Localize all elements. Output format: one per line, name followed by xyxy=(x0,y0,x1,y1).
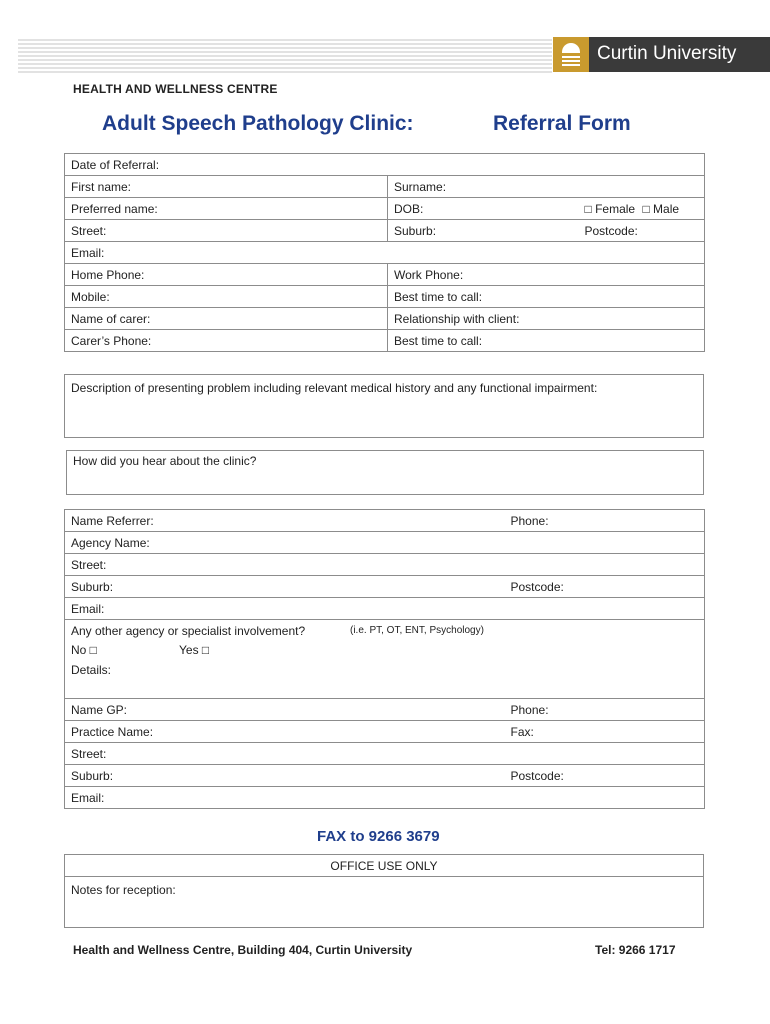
header-stripes xyxy=(18,39,552,73)
footer-address: Health and Wellness Centre, Building 404, Curtin University xyxy=(73,943,413,957)
gp-fax-field[interactable]: Fax: xyxy=(505,721,705,743)
work-phone-field[interactable]: Work Phone: xyxy=(388,264,705,286)
yes-checkbox[interactable]: Yes □ xyxy=(179,643,210,657)
referrer-street-field[interactable]: Street: xyxy=(65,554,705,576)
referrer-phone-field[interactable]: Phone: xyxy=(505,510,705,532)
description-box[interactable] xyxy=(64,374,704,438)
office-use-table xyxy=(64,854,704,928)
street-field[interactable]: Street: xyxy=(65,220,388,242)
carer-phone-field[interactable]: Carer’s Phone: xyxy=(65,330,388,352)
practice-name-field[interactable]: Practice Name: xyxy=(65,721,505,743)
referrer-name-field[interactable]: Name Referrer: xyxy=(65,510,505,532)
gp-email-field[interactable]: Email: xyxy=(65,787,705,809)
dob-field[interactable]: DOB: xyxy=(388,198,579,220)
agency-examples: (i.e. PT, OT, ENT, Psychology) xyxy=(350,625,484,636)
footer-tel: Tel: 9266 1717 xyxy=(595,943,676,957)
first-name-field[interactable]: First name: xyxy=(65,176,388,198)
mobile-field[interactable]: Mobile: xyxy=(65,286,388,308)
date-of-referral-field[interactable]: Date of Referral: xyxy=(65,154,705,176)
client-details-table xyxy=(64,153,705,352)
referrer-email-field[interactable]: Email: xyxy=(65,598,705,620)
gp-phone-field[interactable]: Phone: xyxy=(505,699,705,721)
home-phone-field[interactable]: Home Phone: xyxy=(65,264,388,286)
gp-postcode-field[interactable]: Postcode: xyxy=(505,765,705,787)
office-use-title: OFFICE USE ONLY xyxy=(65,855,704,877)
carer-best-time-field[interactable]: Best time to call: xyxy=(388,330,705,352)
agency-name-field[interactable]: Agency Name: xyxy=(65,532,705,554)
centre-heading: HEALTH AND WELLNESS CENTRE xyxy=(73,82,278,96)
suburb-field[interactable]: Suburb: xyxy=(388,220,579,242)
relationship-field[interactable]: Relationship with client: xyxy=(388,308,705,330)
curtin-crest-icon xyxy=(553,37,589,72)
preferred-name-field[interactable]: Preferred name: xyxy=(65,198,388,220)
gp-suburb-field[interactable]: Suburb: xyxy=(65,765,505,787)
notes-for-reception-field[interactable]: Notes for reception: xyxy=(65,877,704,928)
best-time-field[interactable]: Best time to call: xyxy=(388,286,705,308)
form-title-clinic: Adult Speech Pathology Clinic: xyxy=(102,112,414,135)
logo-text: Curtin University xyxy=(597,43,737,64)
hear-about-box[interactable] xyxy=(66,450,704,495)
email-field[interactable]: Email: xyxy=(65,242,705,264)
referrer-postcode-field[interactable]: Postcode: xyxy=(505,576,705,598)
postcode-field[interactable]: Postcode: xyxy=(579,220,705,242)
referrer-suburb-field[interactable]: Suburb: xyxy=(65,576,505,598)
description-label: Description of presenting problem including relevant medical history and any functional impairment: xyxy=(71,381,598,395)
other-agency-section xyxy=(65,620,705,699)
referrer-table xyxy=(64,509,705,809)
form-title-referral: Referral Form xyxy=(493,112,631,135)
female-checkbox[interactable]: □ Female xyxy=(584,201,636,216)
male-checkbox[interactable]: □ Male xyxy=(642,201,680,216)
other-agency-question: Any other agency or specialist involvement? xyxy=(71,624,306,638)
gp-name-field[interactable]: Name GP: xyxy=(65,699,505,721)
gender-field xyxy=(579,198,705,220)
curtin-logo xyxy=(553,37,770,72)
carer-name-field[interactable]: Name of carer: xyxy=(65,308,388,330)
no-checkbox[interactable]: No □ xyxy=(71,643,97,657)
surname-field[interactable]: Surname: xyxy=(388,176,705,198)
hear-about-label: How did you hear about the clinic? xyxy=(73,454,257,468)
gp-street-field[interactable]: Street: xyxy=(65,743,705,765)
details-label: Details: xyxy=(71,663,112,677)
fax-instruction: FAX to 9266 3679 xyxy=(317,828,440,845)
